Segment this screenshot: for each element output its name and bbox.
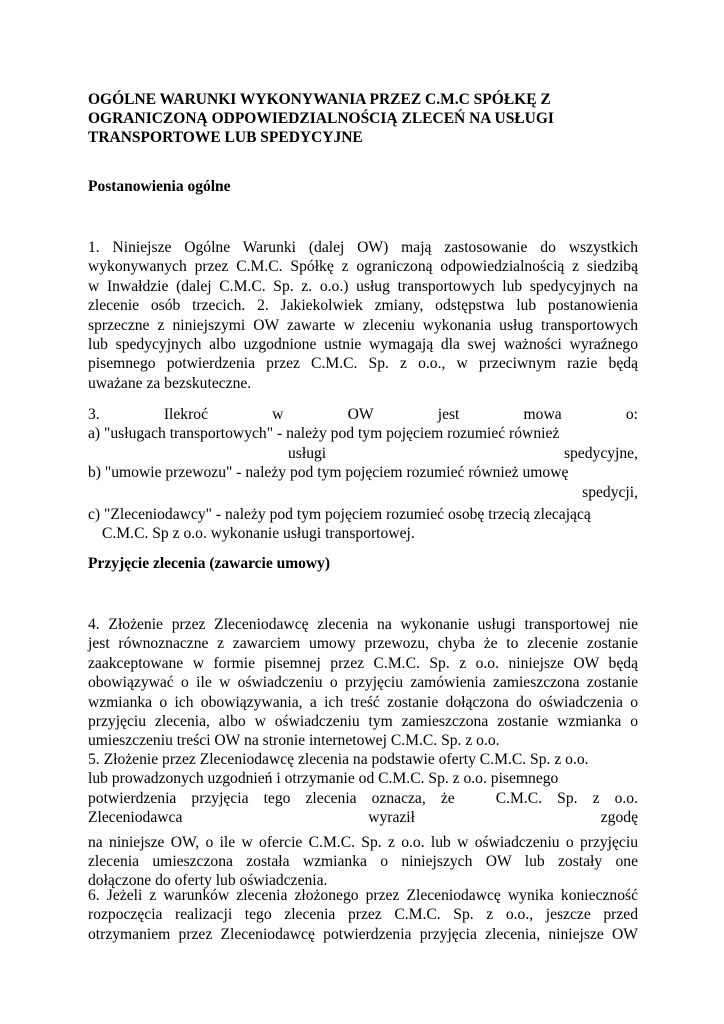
paragraph-line: 5. Złożenie przez Zleceniodawcę zlecenia na podstawie oferty C.M.C. Sp. z o.o.: [88, 751, 589, 768]
title-line-3: TRANSPORTOWE LUB SPEDYCYJNE: [88, 129, 363, 146]
definition-a-continued: [88, 444, 638, 463]
paragraph-line: 6. Jeżeli z warunków zlecenia złożonego przez Zleceniodawcę wynika konieczność: [88, 887, 638, 904]
word: OW: [347, 406, 374, 423]
paragraph-line: 4. Złożenie przez Zleceniodawcę zlecenia na wykonanie usługi transportowej nie: [88, 616, 638, 633]
definition-c: c) "Zleceniodawcy" - należy pod tym pojęciem rozumieć osobę trzecią zlecającą: [88, 506, 591, 524]
word: wyraził: [368, 809, 415, 827]
word: oznacza,: [371, 789, 426, 807]
paragraph-3-definitions: [88, 405, 638, 544]
paragraph-line: na niniejsze OW, o ile w ofercie C.M.C. Sp. z o.o. lub w oświadczeniu o przyjęciu: [88, 833, 638, 851]
paragraph-line: uważane za bezskuteczne.: [88, 374, 252, 392]
paragraph-line: 1. Niniejsze Ogólne Warunki (dalej OW) mają zastosowanie do wszystkich: [88, 239, 638, 256]
paragraph-line: umieszczeniu treści OW na stronie internetowej C.M.C. Sp. z o.o.: [88, 732, 500, 750]
word: zgodę: [600, 809, 638, 827]
paragraph-line: otrzymaniem przez Zleceniodawcę potwierdzenia przyjęcia zlecenia, niniejsze OW: [88, 925, 638, 943]
paragraph-6: [88, 886, 638, 944]
paragraph-line: lub prowadzonych uzgodnień i otrzymanie od C.M.C. Sp. z o.o. pisemnego: [88, 770, 559, 788]
word: o.o.: [614, 789, 638, 807]
word: przyjęcia: [191, 789, 249, 807]
paragraph-line: dołączone do oferty lub oświadczenia.: [88, 872, 328, 890]
paragraph-line: zlecenie osób trzecich. 2. Jakiekolwiek zmiany, odstępstwa lub postanowienia: [88, 297, 638, 315]
document-title: [88, 90, 648, 147]
word: jest: [437, 406, 460, 423]
paragraph-line: wzmianka o ich obowiązywania, a ich treść zostanie dołączona do oświadczenia o: [88, 693, 638, 711]
word: z: [592, 789, 600, 807]
definition-a: a) "usługach transportowych" - należy pod tym pojęciem rozumieć również: [88, 425, 560, 443]
section-heading-order-acceptance: Przyjęcie zlecenia (zawarcie umowy): [88, 555, 330, 572]
word: usługi: [288, 444, 327, 462]
word: tego: [263, 789, 291, 807]
definitions-intro: [88, 405, 638, 424]
paragraph-line: przyjęciu zlecenia, albo w oświadczeniu tym zamieszczona zostanie wzmianka o: [88, 713, 638, 731]
word: 3.: [88, 406, 100, 423]
word: Zleceniodawca: [88, 809, 183, 827]
word: spedycyjne,: [563, 444, 638, 462]
definition-c-continued: C.M.C. Sp z o.o. wykonanie usługi transportowej.: [102, 525, 415, 543]
word: C.M.C.: [495, 789, 543, 807]
paragraph-line: rozpoczęcia realizacji tego zlecenia przez C.M.C. Sp. z o.o., jeszcze przed: [88, 906, 638, 924]
title-line-1: OGÓLNE WARUNKI WYKONYWANIA PRZEZ C.M.C SPÓŁKĘ Z: [88, 91, 551, 108]
paragraph-line: obowiązywać o ile w oświadczeniu o przyjęciu zamówienia zamieszczona zostanie: [88, 674, 638, 692]
word: mowa: [523, 406, 562, 423]
paragraph-line: w Inwałdzie (dalej C.M.C. Sp. z. o.o.) usług transportowych lub spedycyjnych na: [88, 277, 638, 295]
word: zlecenia: [305, 789, 357, 807]
word: potwierdzenia: [88, 789, 177, 807]
paragraph-line-spread: [88, 789, 638, 808]
section-heading-general: Postanowienia ogólne: [88, 178, 231, 195]
paragraph-line: lub spedycyjnych albo uzgodnione ustnie wymagają dla swej ważności wyraźnego: [88, 336, 638, 354]
word: że: [440, 789, 455, 807]
title-line-2: OGRANICZONĄ ODPOWIEDZIALNOŚCIĄ ZLECEŃ NA USŁUGI: [88, 110, 554, 127]
word: Ilekroć: [163, 406, 209, 423]
paragraph-line: sprzeczne z niniejszymi OW zawarte w zleceniu wykonania usług transportowych: [88, 316, 638, 334]
definition-b-continued: spedycji,: [582, 483, 638, 501]
word: Sp.: [557, 789, 578, 807]
paragraph-1: [88, 238, 638, 393]
definition-b: b) "umowie przewozu" - należy pod tym pojęciem rozumieć również umowę: [88, 464, 569, 482]
word: o:: [625, 406, 638, 423]
paragraph-line: zaakceptowane w formie pisemnej przez C.M.C. Sp. z o.o. niniejsze OW będą: [88, 654, 638, 672]
paragraph-line-spread: [88, 808, 638, 827]
paragraph-line: pisemnego potwierdzenia przez C.M.C. Sp. z o.o., w przeciwnym razie będą: [88, 355, 638, 373]
paragraph-line: jest równoznaczne z zawarciem umowy przewozu, chyba że to zlecenie zostanie: [88, 635, 638, 653]
paragraph-5: [88, 750, 638, 891]
paragraph-line: zlecenia umieszczona została wzmianka o niniejszych OW lub zostały one: [88, 853, 638, 871]
word: w: [272, 406, 284, 423]
paragraph-line: wykonywanych przez C.M.C. Spółkę z ograniczoną odpowiedzialnością z siedzibą: [88, 258, 638, 276]
paragraph-4: [88, 615, 638, 751]
